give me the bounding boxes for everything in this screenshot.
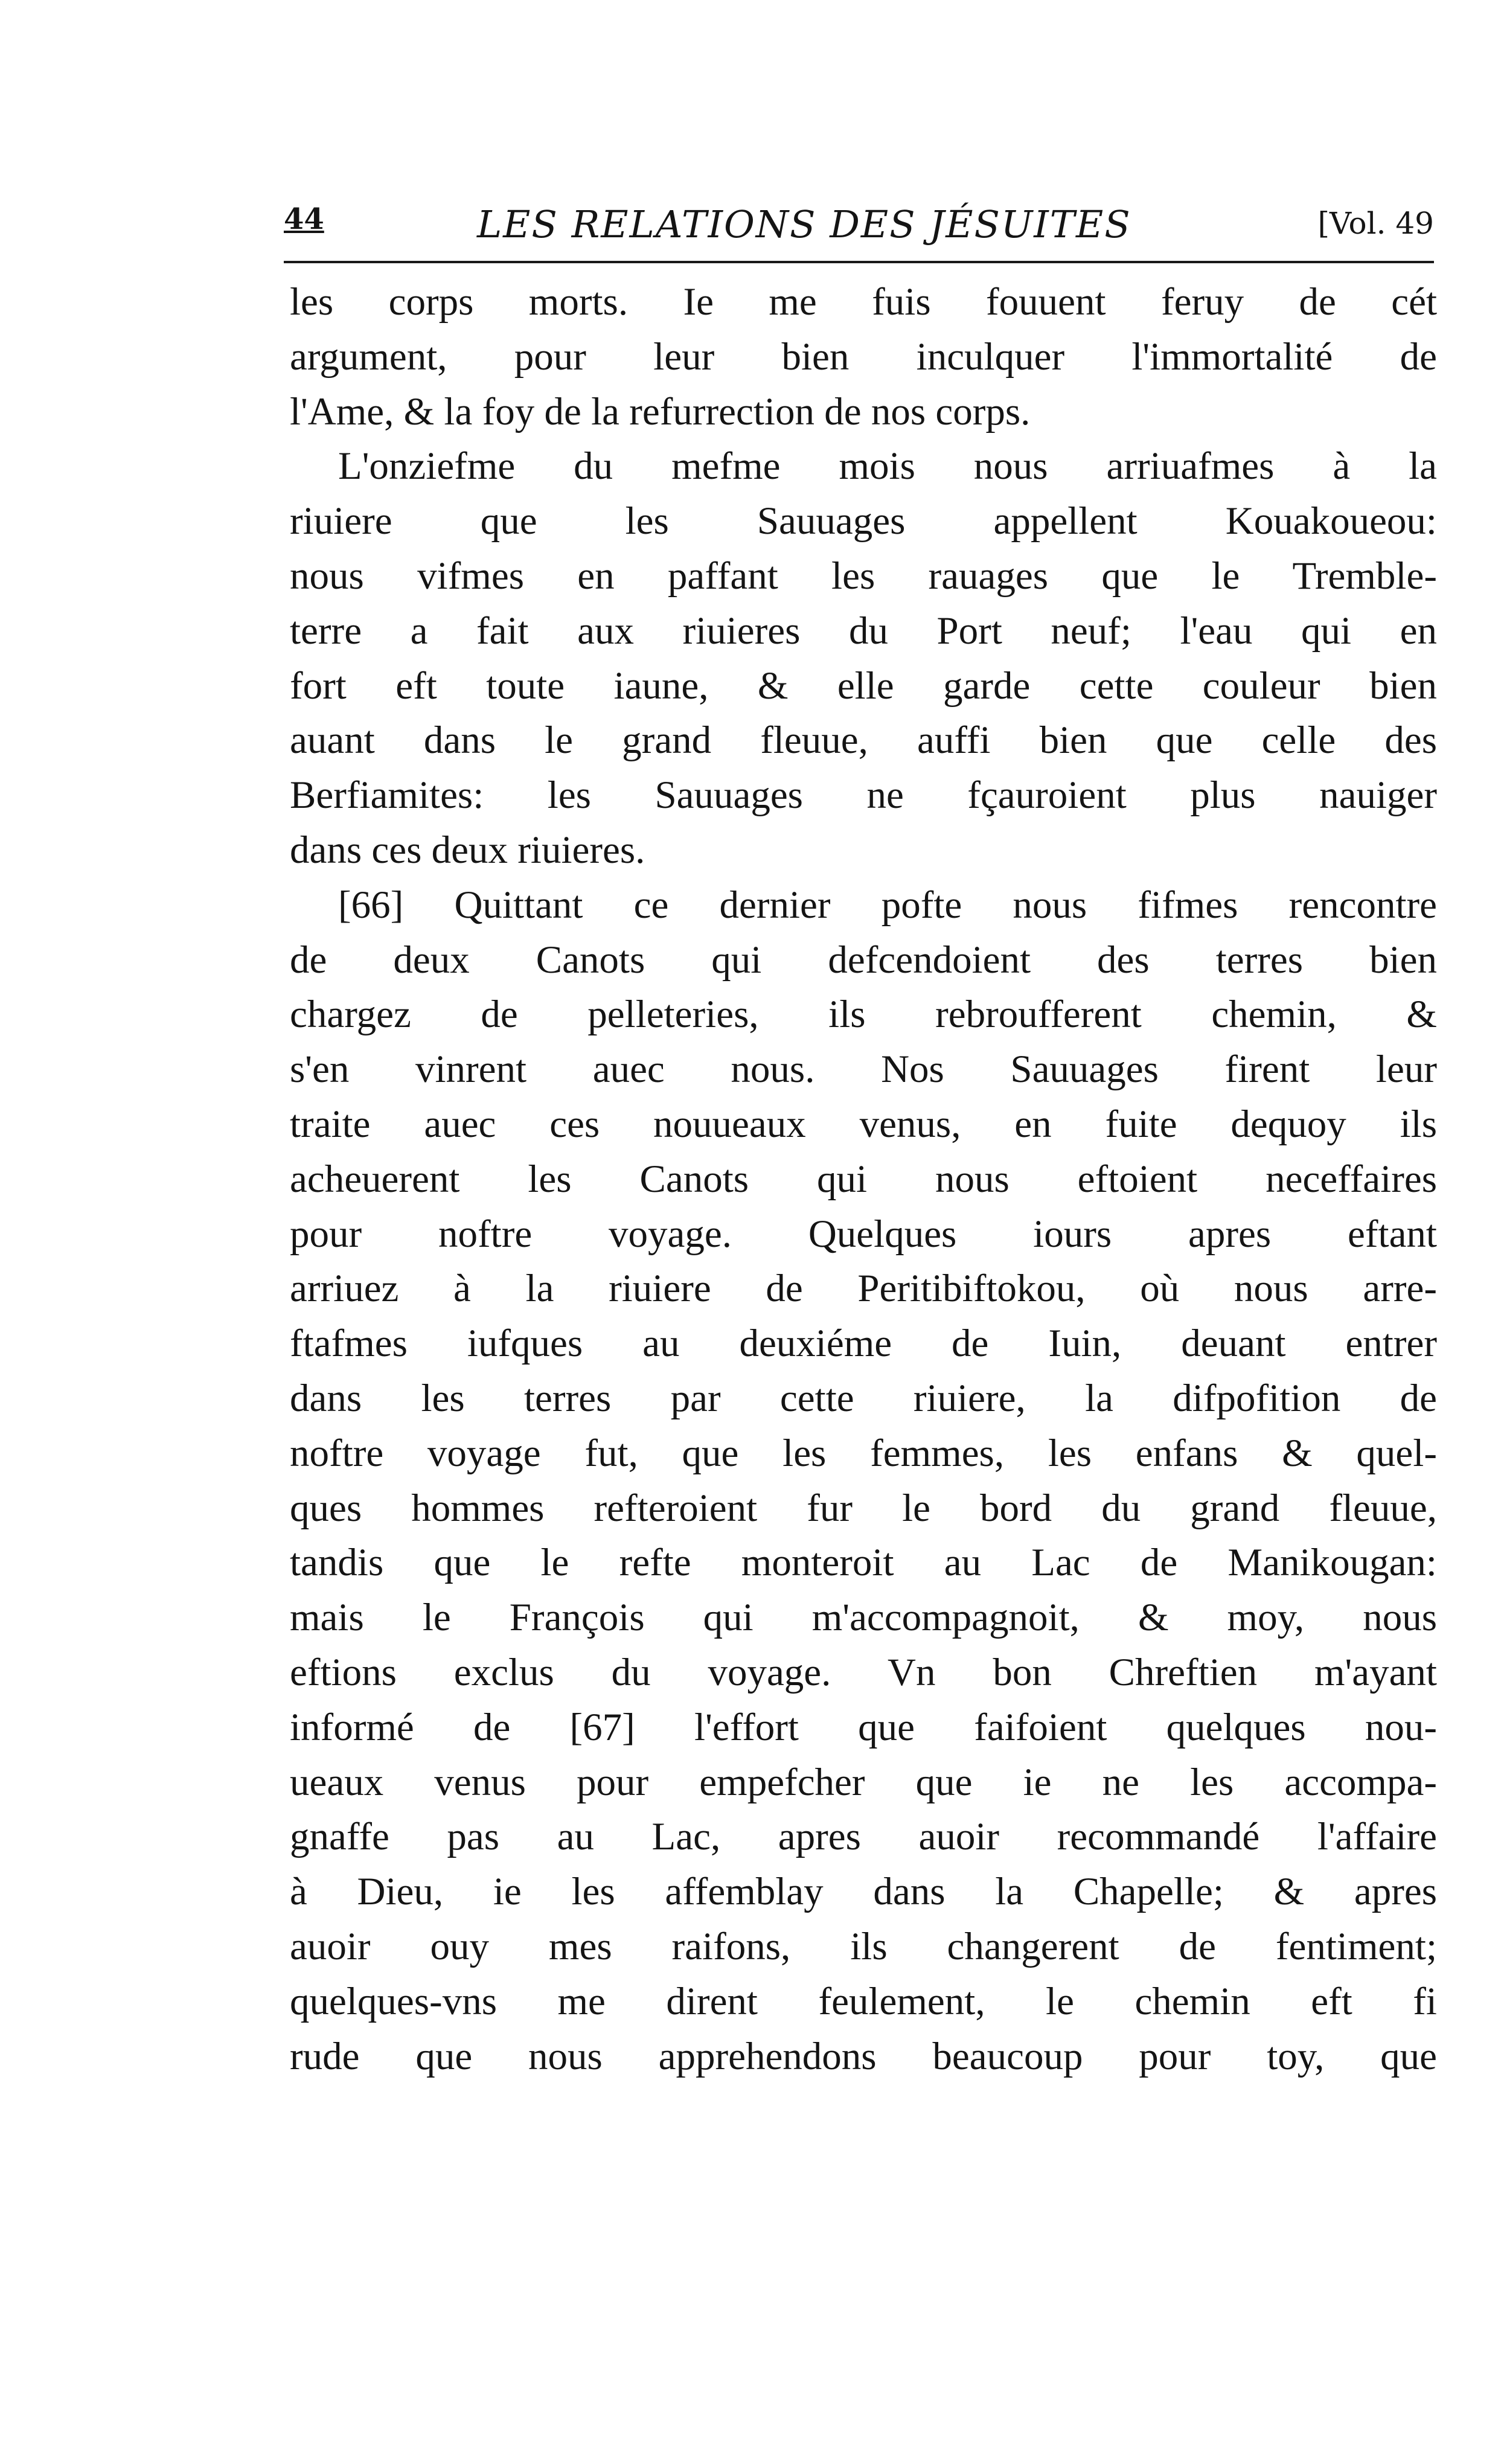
text-line: auoir ouy mes raifons, ils changerent de fentiment; [290, 1924, 1437, 1968]
text-line: terre a fait aux riuieres du Port neuf; l'eau qui en [290, 609, 1437, 653]
text-line: l'Ame, & la foy de la refurrection de nos corps. [290, 389, 1031, 434]
text-line: ftafmes iufques au deuxiéme de Iuin, deuant entrer [290, 1322, 1437, 1366]
text-line: tandis que le refte monteroit au Lac de Manikougan: [290, 1541, 1437, 1585]
text-line: s'en vinrent auec nous. Nos Sauuages firent leur [290, 1048, 1437, 1092]
text-line: L'onziefme du mefme mois nous arriuafmes à la [338, 444, 1437, 488]
text-line: traite auec ces nouueaux venus, en fuite dequoy ils [290, 1102, 1437, 1146]
text-line: arriuez à la riuiere de Peritibiftokou, où nous arre- [290, 1267, 1437, 1311]
header-rule [284, 261, 1434, 263]
text-line: mais le François qui m'accompagnoit, & moy, nous [290, 1596, 1437, 1640]
text-line: [66] Quittant ce dernier pofte nous fifmes rencontre [338, 883, 1437, 927]
page-number: 44 [284, 202, 324, 236]
text-line: quelques-vns me dirent feulement, le chemin eft fi [290, 1979, 1437, 2023]
text-line: riuiere que les Sauuages appellent Kouakoueou: [290, 499, 1437, 543]
text-line: auant dans le grand fleuue, auffi bien que celle des [290, 718, 1437, 763]
text-line: argument, pour leur bien inculquer l'immortalité de [290, 334, 1437, 379]
running-title: LES RELATIONS DES JÉSUITES [477, 202, 1131, 246]
page-header [284, 202, 1434, 251]
text-line: Berfiamites: les Sauuages ne fçauroient plus nauiger [290, 773, 1437, 818]
text-line: ques hommes refteroient fur le bord du grand fleuue, [290, 1486, 1437, 1530]
text-line: dans ces deux riuieres. [290, 828, 645, 872]
text-line: nous vifmes en paffant les rauages que le Tremble- [290, 554, 1437, 598]
text-line: pour noftre voyage. Quelques iours apres eftant [290, 1212, 1437, 1256]
text-line: eftions exclus du voyage. Vn bon Chreftien m'ayant [290, 1650, 1437, 1694]
body-text [290, 275, 1437, 2084]
text-line: dans les terres par cette riuiere, la difpofition de [290, 1376, 1437, 1420]
text-line: les corps morts. Ie me fuis fouuent feruy de cét [290, 280, 1437, 324]
text-line: rude que nous apprehendons beaucoup pour toy, que [290, 2034, 1437, 2078]
text-line: de deux Canots qui defcendoient des terres bien [290, 938, 1437, 982]
text-line: informé de [67] l'effort que faifoient quelques nou- [290, 1705, 1437, 1749]
text-line: chargez de pelleteries, ils rebroufferent chemin, & [290, 993, 1437, 1037]
text-line: gnaffe pas au Lac, apres auoir recommandé l'affaire [290, 1815, 1437, 1859]
text-line: acheuerent les Canots qui nous eftoient neceffaires [290, 1157, 1437, 1201]
text-line: noftre voyage fut, que les femmes, les enfans & quel- [290, 1431, 1437, 1475]
text-line: ueaux venus pour empefcher que ie ne les accompa- [290, 1760, 1437, 1804]
text-line: fort eft toute iaune, & elle garde cette couleur bien [290, 664, 1437, 708]
volume-reference: [Vol. 49 [1317, 206, 1434, 241]
text-line: à Dieu, ie les affemblay dans la Chapelle; & apres [290, 1870, 1437, 1914]
